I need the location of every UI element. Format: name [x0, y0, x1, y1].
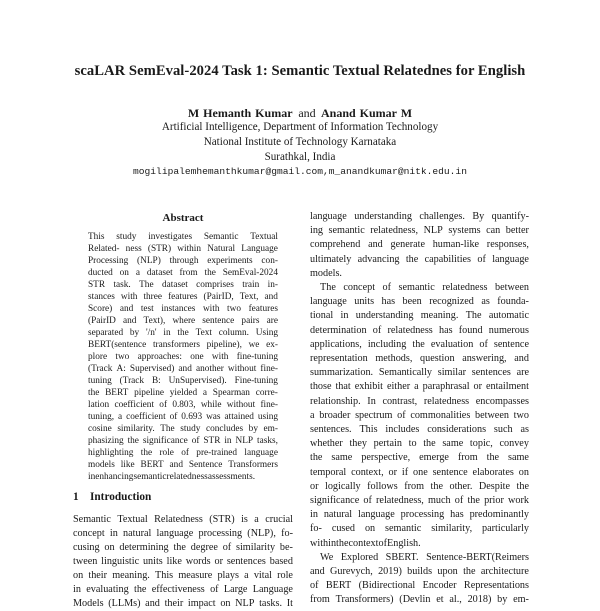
body-text-line: significance of relatedness, much of the prior work: [310, 495, 529, 506]
author-line: [0, 106, 600, 121]
body-text-line: relationship. In contrast, relatedness encompasses: [310, 395, 529, 407]
abstract-line: Processing (NLP) through experiments con-: [88, 256, 278, 266]
abstract-line: This study investigates Semantic Textual: [88, 232, 278, 242]
abstract-line: tuning, a coefficient of 0.693 was attained using: [88, 412, 278, 422]
body-text-line: tional in understanding meaning. The automatic: [310, 310, 529, 322]
abstract-line: (PairID and Text), where sentence pairs are: [88, 316, 278, 326]
body-text-line: and Gurevych, 2019) builds upon the architecture: [310, 566, 529, 577]
body-text-line: language understanding challenges. By quantify-: [310, 211, 529, 222]
body-text-line: We Explored SBERT. Sentence-BERT(Reimers: [320, 551, 529, 563]
body-text-line: temporal context, or if one sentence elaborates on: [310, 466, 529, 478]
body-text-line: summarization. Semantically similar sentences are: [310, 367, 529, 379]
abstract-line: stances with three features (PairID, Text, and: [88, 292, 278, 302]
body-text-line: language units has been recognized as founda-: [310, 296, 529, 308]
body-text-line: ing semantic relatedness, NLP systems can better: [310, 225, 529, 237]
body-text-line: Models (LLMs) and their impact on NLP tasks. It: [73, 598, 293, 609]
abstract-line: ducted on a dataset from the SemEval-2024: [88, 268, 278, 278]
author-1: M Hemanth Kumar: [187, 106, 293, 120]
body-text-line: determination of relatedness has found numerous: [310, 324, 529, 336]
body-text-line: cusing on determining the degree of similarity be-: [73, 542, 293, 553]
body-text-line: fo- cused on semantic similarity, particularly: [310, 523, 529, 535]
body-text-line: whether they pertain to the same topic, convey: [310, 438, 529, 450]
body-text-line: within the context of English.: [310, 537, 421, 549]
abstract-heading: Abstract: [162, 212, 204, 224]
abstract-line: tuning (Track B: UnSupervised). Fine-tuning: [88, 376, 278, 386]
body-text-line: in natural language processing has predominantly: [310, 509, 529, 521]
abstract-line: plore two approaches: one with fine-tuning: [88, 352, 278, 362]
section-number: 1: [73, 491, 79, 503]
section-heading-introduction: [73, 491, 151, 503]
abstract-line: phasizing the significance of STR in NLP tasks,: [88, 436, 278, 446]
body-text-line: models.: [310, 267, 342, 279]
body-text-line: concept in natural language processing (NLP), fo-: [73, 528, 293, 539]
body-text-line: of BERT (Bidirectional Encoder Representations: [310, 580, 529, 592]
affiliation-line-3: Surathkal, India: [264, 151, 336, 163]
body-text-line: the same perspective, emerge from the same: [310, 452, 529, 464]
section-title: Introduction: [90, 491, 152, 503]
body-text-line: representation methods, question answering, and: [310, 353, 529, 364]
abstract-line: models like BERT and Sentence Transformers: [88, 460, 278, 470]
body-text-line: on their meaning. This measure plays a vital role: [73, 570, 293, 581]
body-text-line: sentences. This includes considerations such as: [310, 424, 529, 435]
body-text-line: tween linguistic units like words or sentences based: [73, 556, 293, 567]
author-emails: mogilipalemhemanthkumar@gmail.com,m_anandkumar@nitk.edu.in: [133, 166, 467, 177]
abstract-line: Score) and test instances with two features: [88, 304, 278, 314]
abstract-line: BERT(sentence transformers pipeline), we ex-: [88, 340, 278, 350]
abstract-line: highlighting the role of pre-trained language: [88, 448, 278, 458]
abstract-line: in enhancing semantic relatedness assessments.: [88, 472, 256, 482]
paper-title: scaLAR SemEval-2024 Task 1: Semantic Textual Relatednes for English: [74, 63, 526, 79]
body-text-line: from Transformers) (Devlin et al., 2018) by em-: [310, 594, 529, 606]
abstract-line: lation coefficient of 0.803, while without fine-: [88, 400, 278, 410]
body-text-line: ultimately advancing the capabilities of language: [310, 253, 529, 265]
body-text-line: or logically follows from the other. Despite the: [310, 480, 529, 492]
author-conjunction: and: [298, 106, 316, 120]
body-text-line: a broader spectrum of commonalities between two: [310, 409, 529, 421]
abstract-line: STR task. The dataset comprises train in-: [88, 280, 278, 290]
body-text-line: The concept of semantic relatedness between: [320, 282, 529, 293]
abstract-line: cosine similarity. The study concludes by em-: [88, 424, 278, 434]
body-text-line: in evaluating the effectiveness of Large Language: [73, 584, 293, 595]
abstract-line: separated by '/n' in the Text column. Using: [88, 328, 278, 338]
body-text-line: Semantic Textual Relatedness (STR) is a crucial: [73, 514, 293, 525]
body-text-line: applications, including the evaluation of sentence: [310, 338, 529, 350]
author-2: Anand Kumar M: [320, 106, 413, 120]
body-text-line: those that exhibit either a paraphrasal or entailment: [310, 381, 529, 393]
abstract-line: (Track A: Supervised) and another without fine-: [88, 364, 278, 374]
affiliation-line-1: Artificial Intelligence, Department of Information Technology: [161, 121, 439, 133]
abstract-line: Related- ness (STR) within Natural Language: [88, 244, 278, 254]
affiliation-line-2: National Institute of Technology Karnataka: [203, 136, 397, 148]
abstract-line: the BERT pipeline yielded a Spearman corre-: [88, 388, 278, 398]
body-text-line: comprehend and generate human-like responses,: [310, 239, 529, 251]
